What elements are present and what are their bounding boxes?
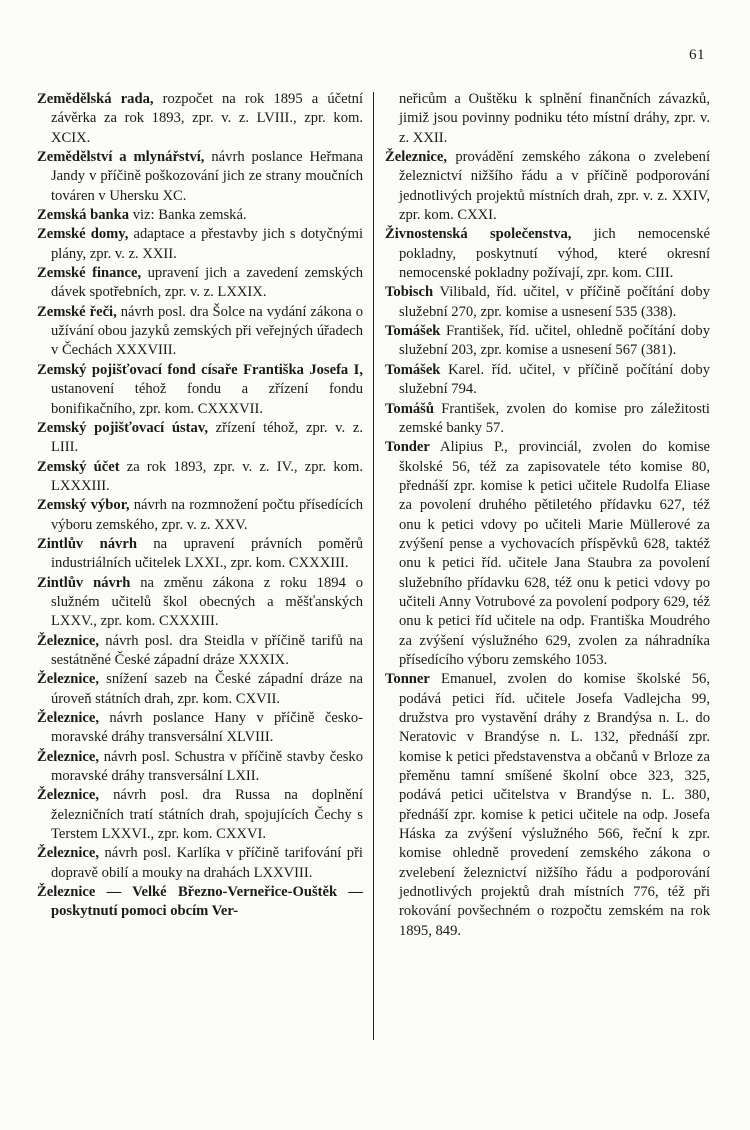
index-entry [385,283,710,322]
entry-text: na změnu zákona z roku 1894 o služném učitelů škol obecných a měšťanských LXXV., zpr. kom. CXXXIII. [51,574,364,630]
entry-heading: Železnice, [37,671,99,688]
entry-heading: Železnice, [37,748,99,765]
entry-text: provádění zemského zákona o zvelebení železnictví nižšího řádu a v příčině podporování jednotlivých projektů místních drah, zpr. v. z. XXIV, zpr. kom. CXXI. [399,149,710,224]
entry-text: zřízení téhož, zpr. v. z. LIII. [51,419,363,456]
entry-text: návrh poslance Hany v příčině česko-moravské dráhy transversální XLVIII. [51,710,363,746]
column-divider [373,92,374,1040]
entry-heading: Tomášek [385,323,441,340]
entry-heading: Železnice — Velké Březno-Verneřice-Ouštěk — poskytnutí pomoci obcím Ver- [37,884,363,920]
entry-text: ustanovení téhož fondu a zřízení fondu bonifikačního, zpr. kom. CXXXVII. [51,381,363,417]
entry-heading: Zemědělská rada, [37,91,154,107]
left-column [37,90,363,922]
entry-text: Karel. říd. učitel, v příčině počítání doby služební 794. [399,361,710,398]
entry-heading: Zemská banka [37,207,130,224]
index-entry [37,225,363,264]
entry-heading: Tonner [385,671,430,688]
index-entry [37,90,363,148]
entry-heading: Železnice, [37,845,99,862]
entry-text: návrh na rozmnožení počtu přísedících výboru zemského, zpr. v. z. XXV. [51,497,363,533]
index-entry [385,438,710,670]
index-entry [37,574,363,632]
index-entry [37,496,363,535]
entry-text: návrh poslance Heřmana Jandy v příčině poškozování jich ze strany moučních továren v Uhersku XC. [51,149,363,204]
entry-text: na upravení právních poměrů industriálních učitelek LXXI., zpr. kom. CXXXIII. [51,535,363,572]
entry-heading: Tomášů [385,400,434,417]
entry-heading: Zemské finance, [37,265,142,282]
index-entry [37,303,363,361]
entry-text: návrh posl. dra Šolce na vydání zákona o užívání obou jazyků zemských při veřejných úřadech v Čechách XXXVIII. [51,303,363,359]
index-entry [37,632,363,671]
index-entry [37,883,363,922]
entry-text: návrh posl. Karlíka v příčině tarifování při dopravě obilí a mouky na drahách LXXVIII. [51,845,363,881]
entry-text: návrh posl. dra Russa na doplnění železničních tratí státních drah, spojujících Čechy s Terstem LXXVI., zpr. kom. CXXVI. [51,787,363,843]
entry-text: adaptace a přestavby jich s dotyčnými plány, zpr. v. z. XXII. [51,226,364,262]
index-entry [37,670,363,709]
entry-heading: Zemský účet [37,458,120,475]
entry-heading: Zemský pojišťovací ústav, [37,419,208,436]
index-entry [385,322,710,361]
entry-heading: Tobisch [385,284,434,301]
entry-text: rozpočet na rok 1895 a účetní závěrka za rok 1893, zpr. v. z. LVIII., zpr. kom. XCIX. [51,91,363,146]
index-entry [385,670,710,941]
entry-heading: Zemské domy, [37,226,129,243]
entry-text: Vilibald, říd. učitel, v příčině počítání doby služební 270, zpr. komise a usnesení 535 (338). [399,284,710,320]
index-entry [37,535,363,574]
entry-text: snížení sazeb na České západní dráze na úroveň státních drah, zpr. kom. CXVII. [51,671,363,707]
index-entry [37,361,363,419]
entry-text: návrh posl. dra Steidla v příčině tarifů na sestátněné České západní dráze XXXIX. [51,632,363,668]
index-entry [385,361,710,400]
index-entry [37,148,363,206]
entry-heading: Zintlův návrh [37,574,131,591]
index-entry [385,400,710,439]
page-number: 61 [689,47,705,63]
index-entry [37,419,363,458]
index-entry [37,844,363,883]
index-entry [37,206,363,225]
entry-text: návrh posl. Schustra v příčině stavby česko moravské dráhy transversální LXII. [51,748,363,785]
index-entry [37,264,363,303]
entry-text: Alipius P., provinciál, zvolen do komise školské 56, též za zapisovatele této komise 80, přednáší zpr. komise k petici učitele Rudolfa Eliase za povolení druhého pětiletého přídavku 627, též onu k petici vdovy po učiteli Marie Müllerové za zvýšení pense a vychovacích příspěvků 628, taktéž onu k petici říd. učitele Jana Staubra za povolení služebního přídavku 628, též onu k petici vdovy po učiteli Anny Votrubové za povolení podpory 629, též onu k petici říd učitele na odp. Františka Moudrého za zvýšení výslužného 629, zvolen za náhradníka přísedícího výboru zemského 1053. [399,439,710,668]
entry-heading: Zemský výbor, [37,497,130,514]
entry-text: Emanuel, zvolen do komise školské 56, podává petici říd. učitele Josefa Vadlejcha 99, družstva pro vystavění dráhy z Brandýsa n. L. do Neratovic v Brandýse n. L. 132, přednáší zpr. komise k petici představenstva a občanů v Brloze za přeměnu tamní smíšené školní obce 323, 325, podává petici učitelstva v Brandýse n. L. 380, přednáší zpr. komise k petici učitele na odp. Josefa Háska za zvýšení výslužného 566, řeční k zpr. komise ohledně provedení zemského zákona o zvelebení železnictví nižšího řádu a podporování jednotlivých projektů drah místních 776, též při rokování povšechném o rozpočtu zemském na rok 1895, 849. [399,671,710,939]
right-column [385,90,710,941]
index-entry [385,148,710,225]
entry-heading: Tonder [385,439,430,456]
entry-heading: Zemský pojišťovací fond císaře Františka Josefa I, [37,361,363,378]
entry-heading: Železnice, [37,787,99,804]
entry-heading: Železnice, [37,710,99,726]
entry-text: František, zvolen do komise pro záležitosti zemské banky 57. [399,400,710,436]
entry-text: viz: Banka zemská. [129,207,247,224]
entry-text: upravení jich a zavedení zemských dávek spotřebních, zpr. v. z. LXXIX. [51,265,363,301]
entry-heading: Zemské řeči, [37,303,117,320]
entry-text: jich nemocenské pokladny, poskytnutí výhod, které okresní nemocenské pokladny požívají, zpr. kom. CIII. [399,226,710,282]
entry-heading: Železnice, [37,632,99,649]
index-entry [37,709,363,748]
entry-heading: Živnostenská společenstva, [385,226,572,243]
entry-text: František, říd. učitel, ohledně počítání doby služební 203, zpr. komise a usnesení 567 (381). [399,323,710,359]
entry-heading: Tomášek [385,361,441,378]
continuation-text: neřicům a Ouštěku k splnění finančních závazků, jimiž jsou povinny podniku této místní dráhy, zpr. v. z. XXII. [399,91,710,146]
entry-text: za rok 1893, zpr. v. z. IV., zpr. kom. LXXXIII. [51,458,363,494]
index-entry [37,458,363,497]
entry-heading: Železnice, [385,149,447,166]
index-entry [385,225,710,283]
entry-heading: Zintlův návrh [37,535,137,552]
index-entry [37,786,363,844]
index-entry [37,748,363,787]
entry-heading: Zemědělství a mlynářství, [37,149,205,166]
